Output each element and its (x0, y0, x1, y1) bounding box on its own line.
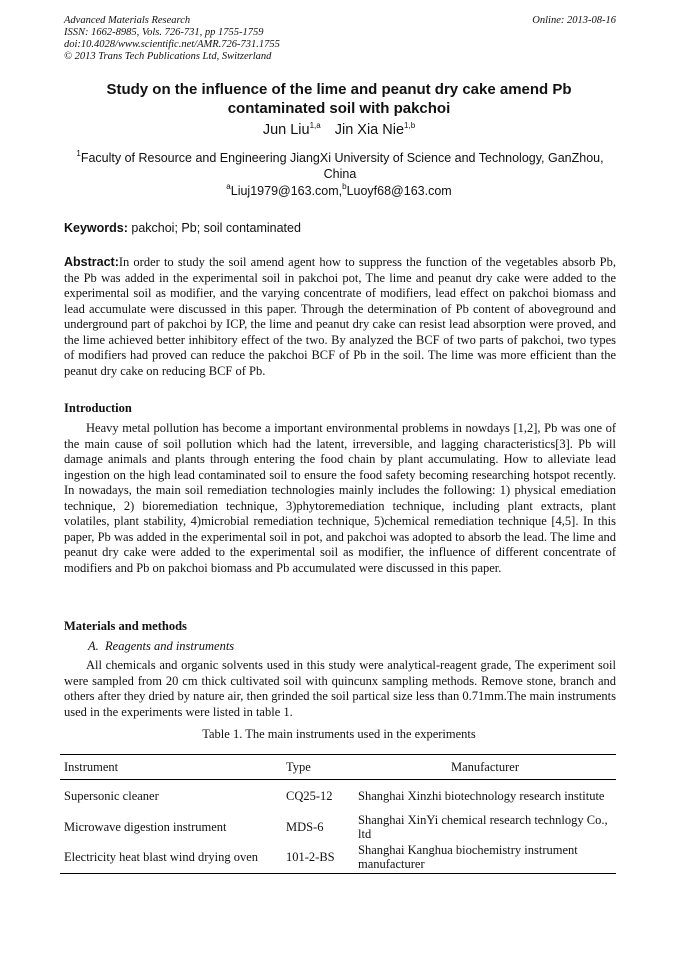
table-cell: Shanghai Xinzhi biotechnology research institute (358, 788, 605, 803)
keywords-label: Keywords: (64, 221, 128, 235)
keywords (64, 221, 616, 235)
keywords-text: pakchoi; Pb; soil contaminated (127, 221, 301, 235)
journal-header (64, 15, 616, 63)
methods-text: All chemicals and organic solvents used in this study were analytical-reagent grade, The experiment soil were sampled from 20 cm thick cultivated soil with quincunx sampling methods. Remove stone, branch and others after they dried by nature air, then grinded the soil partical size less than 0.71mm.The main instruments used in the experiments were listed in table 1. (64, 658, 616, 719)
table-header-row (60, 755, 616, 780)
email-mark: a (226, 182, 231, 191)
copyright-line: © 2013 Trans Tech Publications Ltd, Switzerland (64, 51, 272, 62)
table-row (60, 780, 616, 812)
methods-subheading: A. Reagents and instruments (88, 639, 235, 653)
affiliation-text: Faculty of Resource and Engineering JiangXi University of Science and Technology, GanZhou, China (80, 151, 604, 181)
table-cell: Supersonic cleaner (64, 788, 159, 803)
paper-title: Study on the influence of the lime and peanut dry cake amend Pb contaminated soil with pakchoi (106, 81, 572, 117)
author-list (0, 122, 678, 138)
table-cell: 101-2-BS (286, 850, 335, 865)
online-date: Online: 2013-08-16 (532, 15, 616, 26)
column-header: Type (286, 759, 311, 774)
email-link[interactable]: Luoyf68@163.com (346, 184, 452, 198)
table-cell: CQ25-12 (286, 788, 333, 803)
table-cell: Shanghai Kanghua biochemistry instrument manufacturer (358, 843, 578, 872)
instruments-table (60, 754, 616, 874)
issn-line: ISSN: 1662-8985, Vols. 726-731, pp 1755-1759 (64, 27, 264, 38)
journal-name: Advanced Materials Research (64, 15, 191, 26)
introduction-text: Heavy metal pollution has become a important environmental problems in nowdays [1,2], Pb was one of the main cause of soil pollution which had the latent, irreversible, and lagging characteristics[3]. Pb will damage animals and plants through entering the food chain by plant accumulating. How to alleviate lead ingestion on the high lead contaminated soil to ensure the food safety becoming researching hotspot recently. In nowadays, the main soil remediation technologies mainly includes the following: 1) physical emediation technique, 2) bioremediation technique, 3)phytoremediation technique, including plant extracts, plant volatiles, plant stability, 4)microbial remediation technique, 5)chemical remediation technique [4,5]. In this paper, Pb was added in the experimental soil in pot, and pakchoi was adopted to absorb the lead. The lime and peanut dry cake were added to the experimental soil as modifier, the influence of different concentrate of modifiers and Pb on pakchoi biomass and Pb accumulated were discussed in this paper. (64, 421, 616, 575)
table-cell: Electricity heat blast wind drying oven (64, 850, 259, 865)
table-cell: Shanghai XinYi chemical research technlogy Co., ltd (358, 812, 608, 841)
column-header: Manufacturer (450, 759, 520, 774)
author-affiliation-mark: 1,b (404, 121, 416, 130)
abstract-label: Abstract: (64, 255, 119, 269)
abstract (64, 255, 616, 379)
email-mark: b (342, 182, 347, 191)
affiliation (70, 150, 610, 182)
author-affiliation-mark: 1,a (309, 121, 321, 130)
affiliation-mark: 1 (76, 149, 81, 158)
doi-line: doi:10.4028/www.scientific.net/AMR.726-731.1755 (64, 39, 280, 50)
abstract-text: In order to study the soil amend agent how to suppress the function of the vegetables absorb Pb, the Pb was added in the experimental soil in pakchoi pot, The lime and peanut dry cake were added to the experimental soil as modifier, and the varying concentrate of modifiers, lead effect on pakchoi biomass and lead accumulate were discussed in this paper. Through the determination of Pb content of aboveground and underground part of pakchoi by ICP, the lime and peanut dry cake can resist lead absorption were proved, and the lime achieved better inhibitory effect of the two. By analyzed the BCF of two parts of pakchoi, two types of modifiers had proved can reduce the pakchoi BCF of Pb in the soil. The lime was more efficient than the peanut dry cake on reducing BCF of Pb. (64, 255, 616, 378)
author-name: Jin Xia Nie (334, 122, 405, 138)
introduction-heading: Introduction (64, 401, 132, 415)
table-caption: Table 1. The main instruments used in the experiments (202, 727, 476, 741)
email-link[interactable]: Liuj1979@163.com, (230, 184, 343, 198)
author-emails (0, 184, 678, 198)
methods-heading: Materials and methods (64, 619, 187, 633)
table-row (60, 842, 616, 874)
column-header: Instrument (64, 759, 119, 774)
author-name: Jun Liu (262, 122, 310, 138)
table-cell: MDS-6 (286, 819, 324, 834)
table-row (60, 812, 616, 842)
table-cell: Microwave digestion instrument (64, 819, 227, 834)
